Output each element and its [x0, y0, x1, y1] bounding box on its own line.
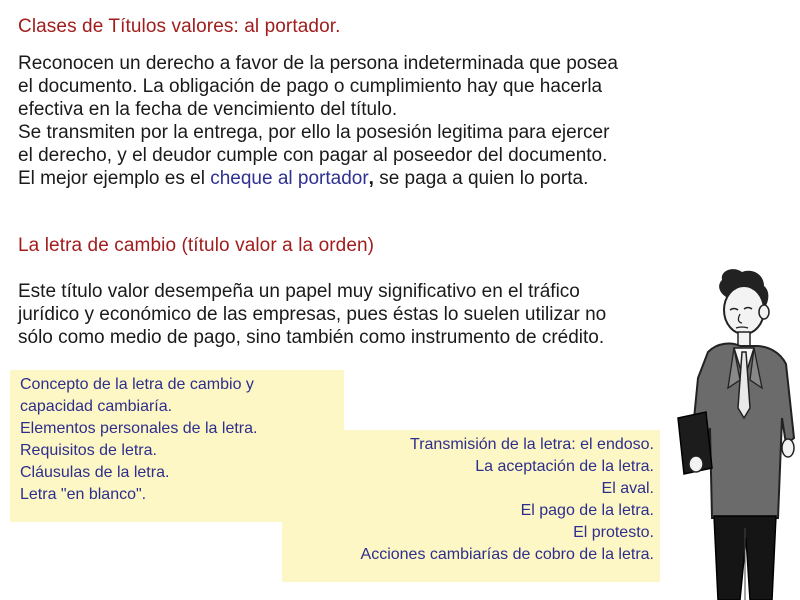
letra-description	[18, 280, 606, 349]
topic-item: El pago de la letra.	[520, 502, 654, 519]
paragraph-line: Este título valor desempeña un papel muy significativo en el tráfico	[18, 281, 580, 302]
paragraph-line: el derecho, y el deudor cumple con pagar al poseedor del documento.	[18, 145, 608, 166]
topic-item: El aval.	[601, 480, 654, 497]
example-text-before: El mejor ejemplo es el	[18, 168, 211, 189]
topic-item: Requisitos de letra.	[20, 442, 157, 459]
topic-item: Letra "en blanco".	[20, 486, 147, 503]
topic-item: Elementos personales de la letra.	[20, 420, 258, 437]
topic-item: Transmisión de la letra: el endoso.	[410, 436, 654, 453]
topics-box-right	[282, 430, 660, 582]
section-heading-bearer: Clases de Títulos valores: al portador.	[18, 16, 341, 37]
topic-item: Cláusulas de la letra.	[20, 464, 170, 481]
topic-item: La aceptación de la letra.	[475, 458, 654, 475]
cartoon-man-illustration	[660, 268, 800, 600]
paragraph-line: Se transmiten por la entrega, por ello la posesión legitima para ejercer	[18, 122, 610, 143]
paragraph-line: Reconocen un derecho a favor de la persona indeterminada que posea	[18, 53, 618, 74]
topic-item: Acciones cambiarías de cobro de la letra.	[360, 546, 654, 563]
paragraph-line: el documento. La obligación de pago o cumplimiento hay que hacerla	[18, 76, 603, 97]
comma: ,	[368, 168, 374, 189]
cheque-al-portador-highlight: cheque al portador	[210, 168, 369, 189]
section-heading-letra-de-cambio: La letra de cambio (título valor a la orden)	[18, 235, 375, 256]
paragraph-line: efectiva en la fecha de vencimiento del título.	[18, 99, 398, 120]
paragraph-line: jurídico y económico de las empresas, pues éstas lo suelen utilizar no	[18, 304, 607, 325]
topic-item: Concepto de la letra de cambio y	[20, 376, 254, 393]
ear-shape	[759, 305, 769, 319]
topic-item: capacidad cambiaría.	[20, 398, 173, 415]
example-text-after: se paga a quien lo porta.	[373, 168, 589, 189]
bearer-description	[18, 52, 618, 190]
topic-item: El protesto.	[573, 524, 654, 541]
paragraph-line: sólo como medio de pago, sino también como instrumento de crédito.	[18, 327, 605, 348]
paragraph-line-example	[18, 167, 618, 190]
